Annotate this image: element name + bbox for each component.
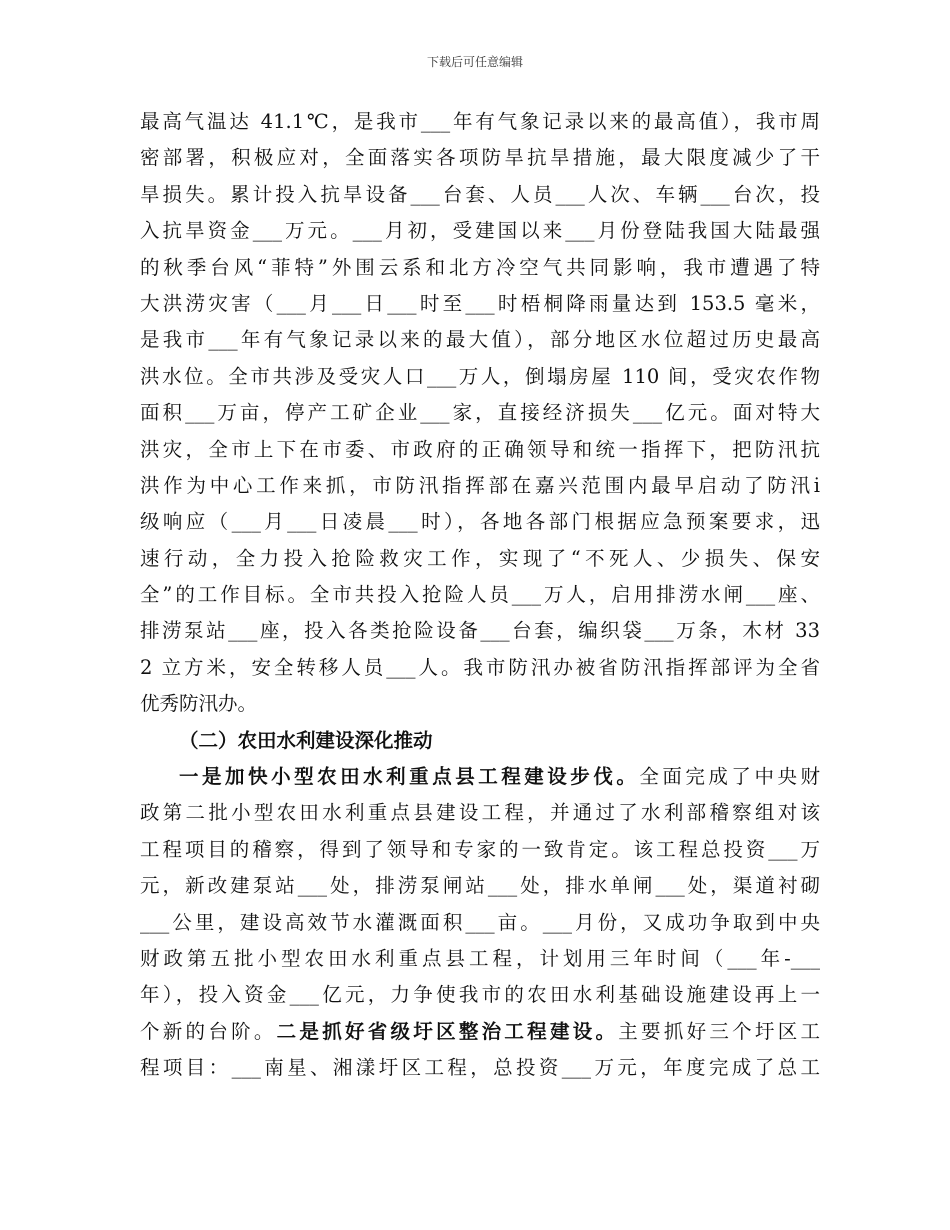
paragraph-line: 大洪涝灾害（___月___日___时至___时梧桐降雨量达到 153.5 毫米，: [140, 291, 820, 315]
paragraph-line: 程项目：___南星、湘漾圩区工程，总投资___万元，年度完成了总工: [140, 1056, 820, 1080]
paragraph-line: 优秀防汛办。: [140, 692, 258, 716]
paragraph-line: 工程项目的稽察，得到了领导和专家的一致肯定。该工程总投资___万: [140, 837, 820, 861]
paragraph-line: 是我市___年有气象记录以来的最大值），部分地区水位超过历史最高: [140, 328, 820, 352]
paragraph-line: 洪灾，全市上下在市委、市政府的正确领导和统一指挥下，把防汛抗: [140, 437, 820, 461]
paragraph-line: 全”的工作目标。全市共投入抢险人员___万人，启用排涝水闸___座、: [140, 583, 820, 607]
paragraph-line: 最高气温达 41.1℃，是我市___年有气象记录以来的最高值），我市周: [140, 110, 820, 133]
paragraph-line: 政第二批小型农田水利重点县建设工程，并通过了水利部稽察组对该: [140, 801, 820, 825]
paragraph-line: 旱损失。累计投入抗旱设备___台套、人员___人次、车辆___台次，投: [140, 182, 820, 206]
paragraph-line: 元，新改建泵站___处，排涝泵闸站___处，排水单闸___处，渠道衬砌: [140, 874, 820, 898]
bold-lead-sentence: 二是抓好省级圩区整治工程建设。: [276, 1019, 619, 1043]
paragraph-lines: [140, 795, 820, 1013]
paragraph-line: 洪水位。全市共涉及受灾人口___万人，倒塌房屋 110 间，受灾农作物: [140, 364, 820, 388]
paragraph-line: 2 立方米，安全转移人员___人。我市防汛办被省防汛指挥部评为全省: [140, 655, 820, 679]
paragraph-line: 速行动，全力投入抢险救灾工作，实现了“不死人、少损失、保安: [140, 546, 820, 570]
paragraph-line: [140, 1014, 820, 1050]
paragraph-line: 密部署，积极应对，全面落实各项防旱抗旱措施，最大限度减少了干: [140, 146, 820, 170]
paragraph-line: 排涝泵站___座，投入各类抢险设备___台套，编织袋___万条，木材 33: [140, 619, 820, 643]
paragraph-line: [140, 759, 820, 795]
text-run: 全面完成了中央财: [639, 765, 820, 789]
paragraph-line: 级响应（___月___日凌晨___时），各地各部门根据应急预案要求，迅: [140, 510, 820, 534]
paragraph-line: 年），投入资金___亿元，力争使我市的农田水利基础设施建设再上一: [140, 983, 820, 1007]
paragraph-line: 洪作为中心工作来抓，市防汛指挥部在嘉兴范围内最早启动了防汛ⅰ: [140, 473, 820, 497]
paragraph-line: ___公里，建设高效节水灌溉面积___亩。___月份，又成功争取到中央: [140, 910, 820, 934]
paragraph-line: 的秋季台风“菲特”外围云系和北方冷空气共同影响，我市遭遇了特: [140, 255, 820, 279]
text-run: 主要抓好三个圩区工: [618, 1019, 820, 1043]
paragraph-farmland-irrigation: [140, 759, 820, 1087]
page-header: 下载后可任意编辑: [426, 55, 523, 69]
bold-lead-sentence: 一是加快小型农田水利重点县工程建设步伐。: [179, 765, 640, 789]
document-body: [140, 104, 820, 1087]
paragraph-line: 面积___万亩，停产工矿企业___家，直接经济损失___亿元。面对特大: [140, 401, 820, 425]
paragraph-line: 入抗旱资金___万元。___月初，受建国以来___月份登陆我国大陆最强: [140, 219, 820, 243]
paragraph-line: 财政第五批小型农田水利重点县工程，计划用三年时间（___年-___: [140, 946, 820, 970]
paragraph-flood-drought: [140, 104, 820, 723]
text-run: 个新的台阶。: [140, 1019, 277, 1043]
section-heading: （二）农田水利建设深化推动: [179, 728, 433, 752]
